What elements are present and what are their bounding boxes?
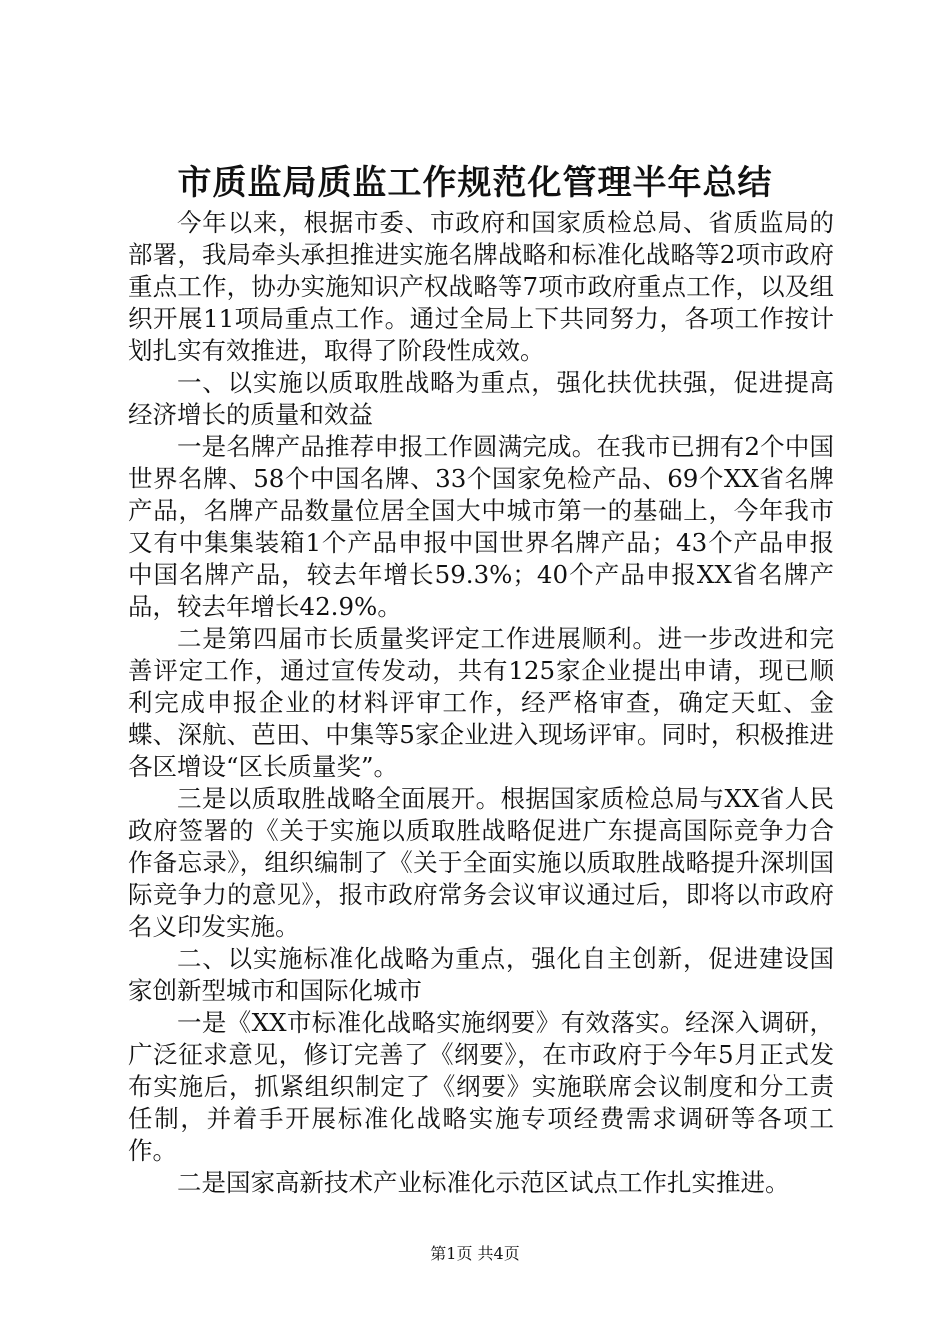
document-title: 市质监局质监工作规范化管理半年总结 [177, 163, 773, 203]
paragraph-standardization-outline: 一是《XX市标准化战略实施纲要》有效落实。经深入调研，广泛征求意见，修订完善了《纲要》，在市政府于今年5月正式发布实施后，抓紧组织制定了《纲要》实施联席会议制度和分工责任制，并着手开展标准化战略实施专项经费需求调研等各项工作。 [128, 1008, 834, 1165]
section-heading-1: 一、以实施以质取胜战略为重点，强化扶优扶强，促进提高经济增长的质量和效益 [128, 368, 834, 429]
document-body [128, 207, 834, 1199]
page-number-footer: 第1页 共4页 [430, 1244, 520, 1263]
paragraph-hightech-pilot: 二是国家高新技术产业标准化示范区试点工作扎实推进。 [177, 1168, 790, 1197]
paragraph-mayor-quality-award: 二是第四届市长质量奖评定工作进展顺利。进一步改进和完善评定工作，通过宣传发动，共有125家企业提出申请，现已顺利完成申报企业的材料评审工作，经严格审查，确定天虹、金蝶、深航、芭田、中集等5家企业进入现场评审。同时，积极推进各区增设“区长质量奖”。 [128, 624, 834, 781]
paragraph-quality-strategy: 三是以质取胜战略全面展开。根据国家质检总局与XX省人民政府签署的《关于实施以质取胜战略促进广东提高国际竞争力合作备忘录》，组织编制了《关于全面实施以质取胜战略提升深圳国际竞争力的意见》，报市政府常务会议审议通过后，即将以市政府名义印发实施。 [128, 784, 834, 941]
section-heading-2: 二、以实施标准化战略为重点，强化自主创新，促进建设国家创新型城市和国际化城市 [128, 944, 834, 1005]
paragraph-intro: 今年以来，根据市委、市政府和国家质检总局、省质监局的部署，我局牵头承担推进实施名牌战略和标准化战略等2项市政府重点工作，协办实施知识产权战略等7项市政府重点工作，以及组织开展11项局重点工作。通过全局上下共同努力，各项工作按计划扎实有效推进，取得了阶段性成效。 [128, 208, 834, 365]
paragraph-brand-products: 一是名牌产品推荐申报工作圆满完成。在我市已拥有2个中国世界名牌、58个中国名牌、33个国家免检产品、69个XX省名牌产品，名牌产品数量位居全国大中城市第一的基础上，今年我市又有中集集装箱1个产品申报中国世界名牌产品；43个产品申报中国名牌产品，较去年增长59.3%；40个产品申报XX省名牌产品，较去年增长42.9%。 [128, 432, 834, 621]
